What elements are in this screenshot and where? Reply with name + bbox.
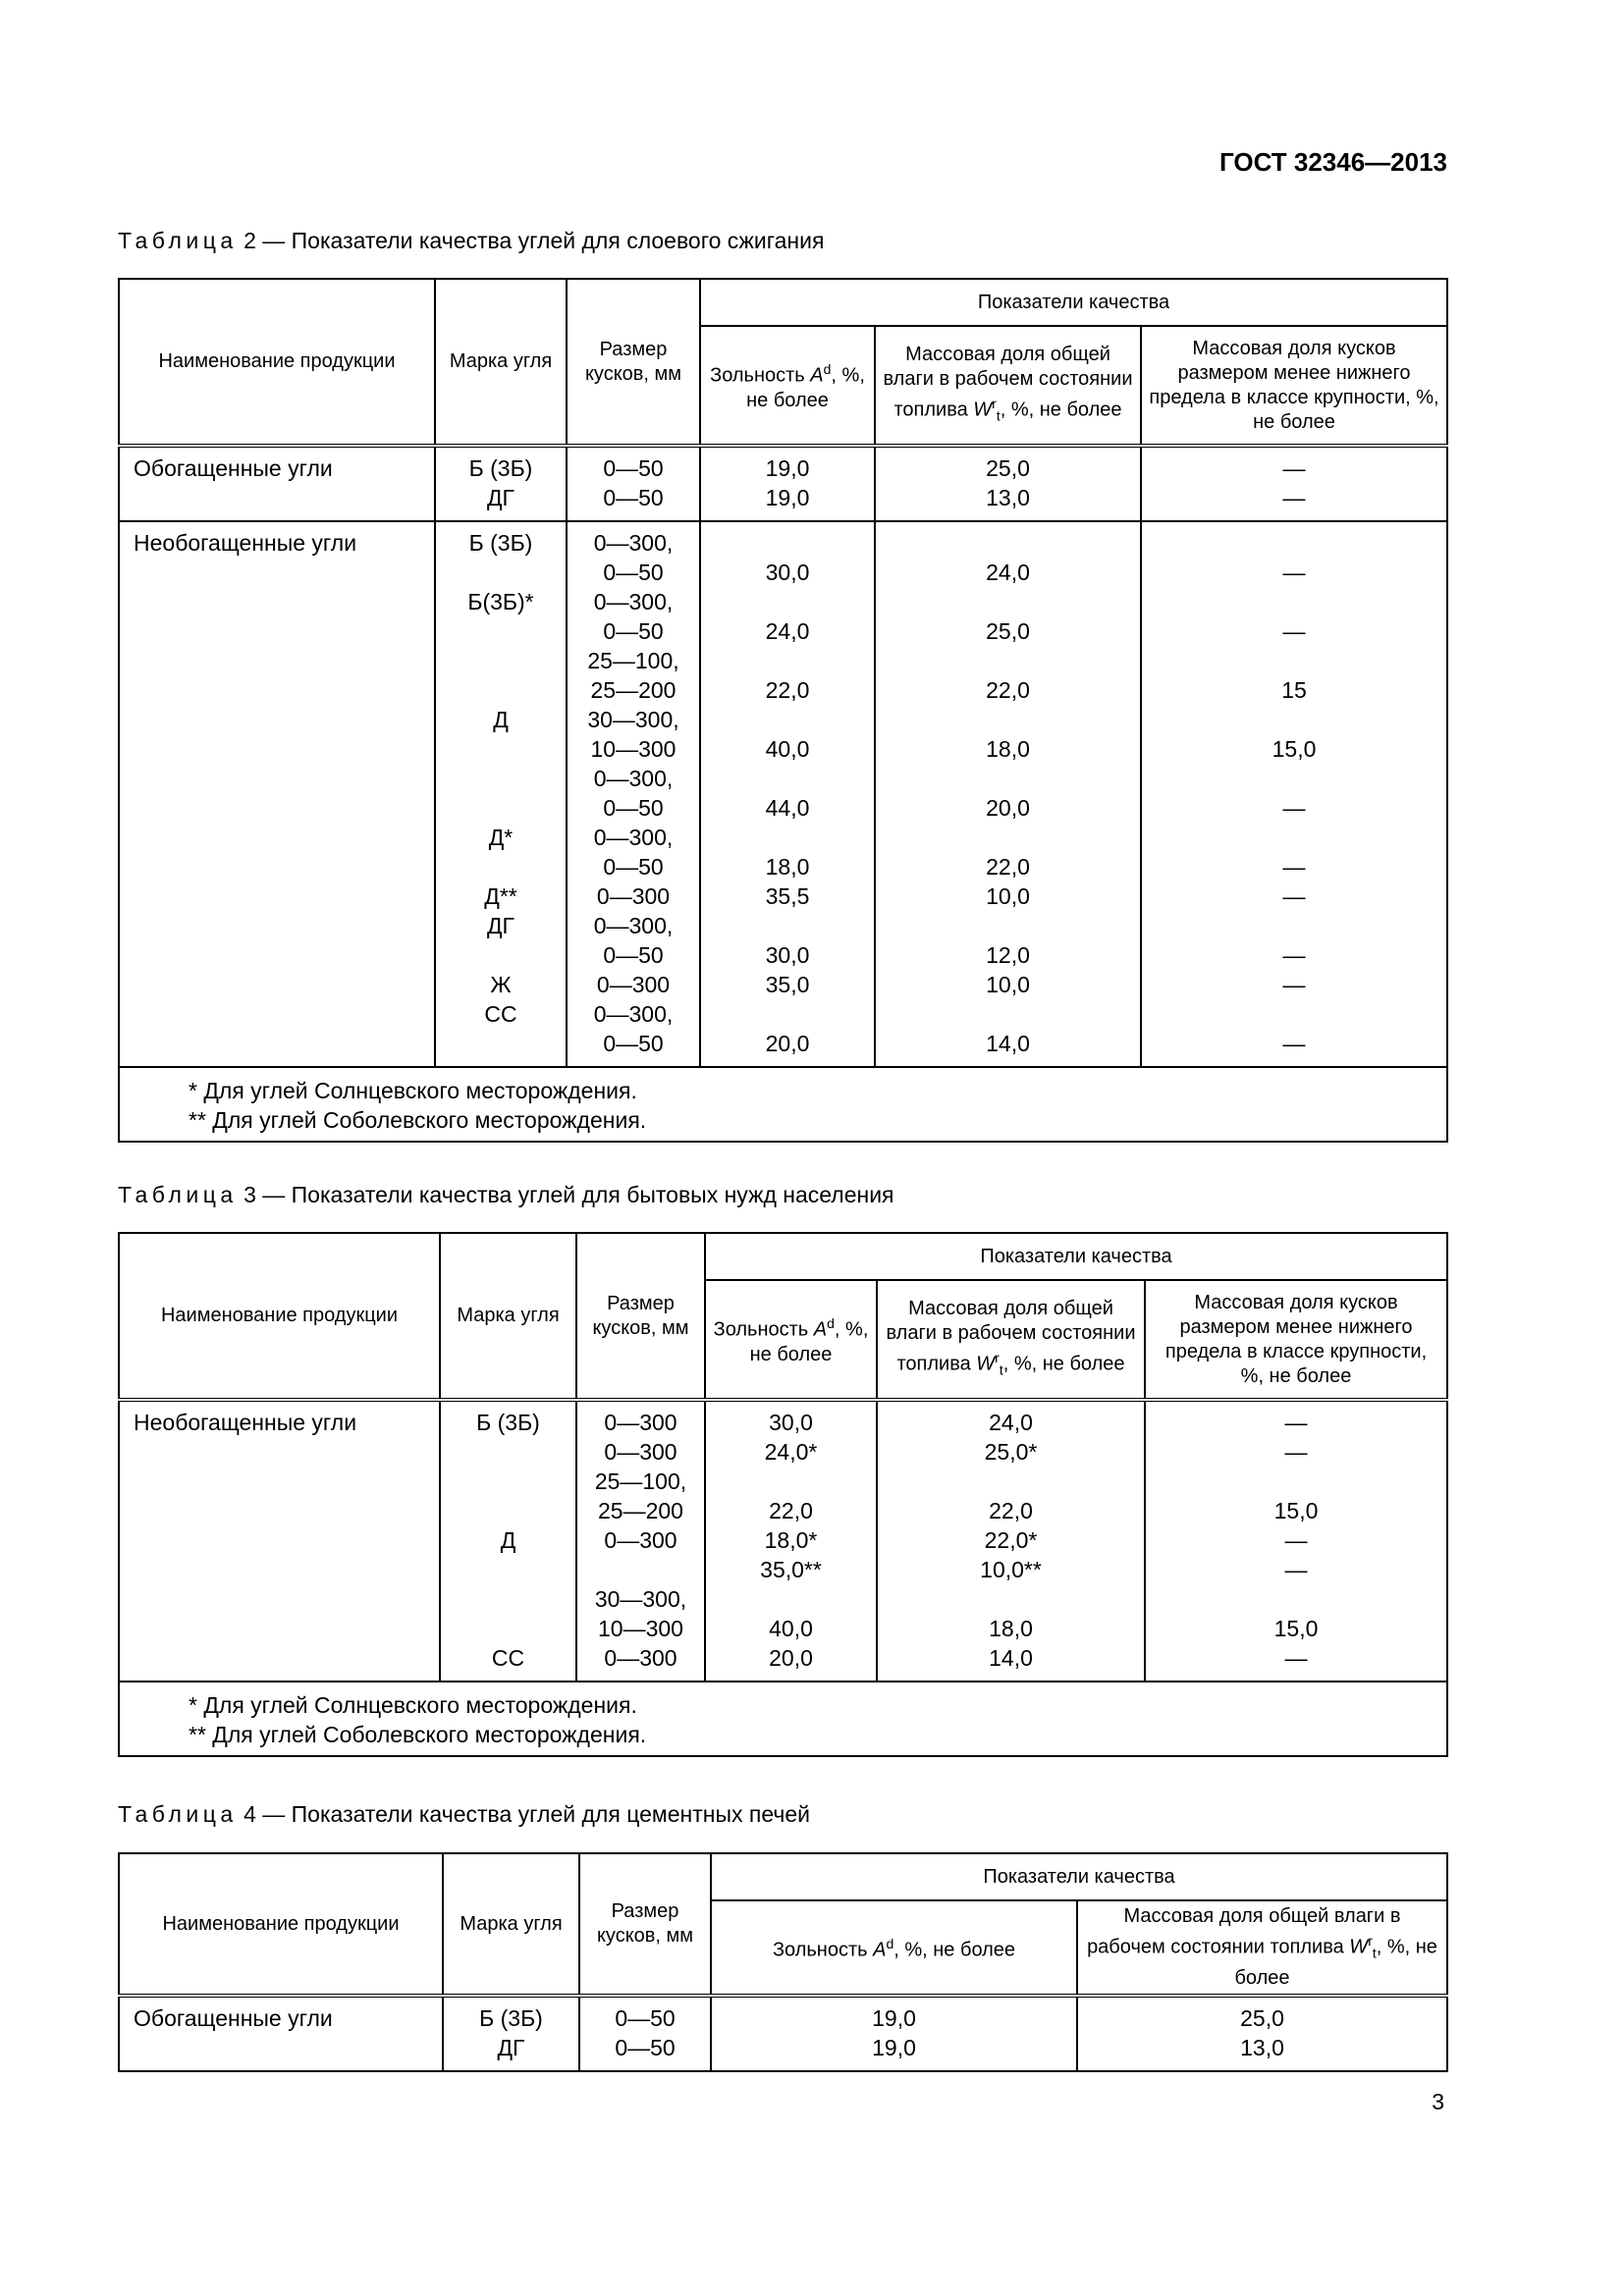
grade-line: ДГ — [486, 913, 515, 938]
grade-line — [436, 646, 566, 675]
name-line — [134, 2033, 442, 2062]
header-quality-group: Показатели качества — [711, 1853, 1447, 1900]
table-group-row — [119, 1996, 1447, 2071]
ash-line — [701, 764, 874, 793]
table-notes-row — [119, 1067, 1447, 1142]
header-fines: Массовая доля кусков размером менее нижнего предела в классе крупности, %, не более — [1141, 326, 1447, 446]
grade-line: Д — [493, 707, 509, 732]
size-line: 0—50 — [615, 2005, 676, 2031]
fines-line — [1146, 1584, 1446, 1614]
fines-line — [1142, 911, 1446, 940]
cell-ash — [711, 1996, 1077, 2071]
ash-line: 24,0* — [764, 1439, 818, 1465]
size-line: 0—300, — [593, 766, 674, 791]
table-2-caption — [118, 228, 824, 254]
moisture-subscript: t — [1372, 1945, 1377, 1961]
ash-line: 20,0 — [765, 1031, 810, 1056]
ash-line: 18,0 — [765, 854, 810, 880]
size-line: 0—300 — [604, 1410, 677, 1435]
size-line: 30—300, — [594, 1586, 687, 1612]
size-line: 25—100, — [587, 648, 679, 673]
name-line — [134, 940, 434, 970]
fines-line: — — [1284, 1527, 1308, 1553]
moisture-line: 22,0* — [984, 1527, 1038, 1553]
cell-size — [579, 1996, 711, 2071]
moisture-unit: , %, не более — [1000, 399, 1122, 421]
fines-line — [1146, 1467, 1446, 1496]
table-4-caption — [118, 1801, 810, 1828]
caption-word: Таблица — [118, 228, 238, 253]
fines-line — [1142, 999, 1446, 1029]
table-group-row — [119, 1400, 1447, 1682]
name-line: Необогащенные угли — [134, 1410, 357, 1435]
name-line — [134, 1525, 439, 1555]
size-line: 0—300 — [604, 1527, 677, 1553]
size-line: 0—300 — [596, 972, 671, 997]
fines-line: — — [1282, 560, 1306, 585]
grade-line — [436, 852, 566, 881]
moisture-line: 24,0 — [989, 1410, 1033, 1435]
document-header: ГОСТ 32346—2013 — [1219, 147, 1447, 177]
cell-ash — [700, 446, 875, 521]
header-product-name: Наименование продукции — [119, 1853, 443, 1996]
ash-line — [706, 1584, 876, 1614]
ash-superscript: d — [886, 1936, 894, 1952]
moisture-line — [876, 999, 1140, 1029]
grade-line — [441, 1496, 575, 1525]
ash-superscript: d — [827, 1315, 835, 1332]
ash-line: 35,0 — [765, 972, 810, 997]
name-line — [134, 1437, 439, 1467]
ash-line — [701, 646, 874, 675]
ash-label: Зольность — [710, 364, 811, 387]
grade-line — [436, 793, 566, 823]
grade-line — [441, 1614, 575, 1643]
ash-symbol: A — [810, 364, 824, 387]
cell-moisture — [877, 1400, 1145, 1682]
cell-name — [119, 1996, 443, 2071]
name-line — [134, 646, 434, 675]
table-3 — [118, 1232, 1448, 1757]
size-line: 25—100, — [594, 1468, 687, 1494]
fines-line: — — [1282, 485, 1306, 510]
cell-grade — [435, 446, 567, 521]
fines-line — [1142, 646, 1446, 675]
ash-line: 24,0 — [765, 618, 810, 644]
moisture-symbol: W — [973, 399, 993, 421]
grade-line — [436, 1029, 566, 1058]
fines-line: — — [1282, 1031, 1306, 1056]
moisture-label: Массовая доля общей влаги в рабочем состоянии топлива — [886, 1297, 1136, 1375]
name-line — [134, 823, 434, 852]
size-line: 0—50 — [603, 795, 664, 821]
fines-line: 15,0 — [1272, 736, 1317, 762]
footnote: ** Для углей Соболевского месторождения. — [189, 1107, 647, 1133]
name-line — [134, 1467, 439, 1496]
grade-line: ДГ — [486, 485, 515, 510]
moisture-line: 25,0* — [984, 1439, 1038, 1465]
ash-line: 18,0* — [764, 1527, 818, 1553]
name-line — [134, 852, 434, 881]
size-line: 30—300, — [587, 707, 679, 732]
grade-line — [441, 1584, 575, 1614]
moisture-subscript: t — [996, 407, 1001, 424]
header-moisture — [877, 1280, 1145, 1400]
header-ash — [711, 1900, 1077, 1996]
header-grade: Марка угля — [440, 1233, 576, 1400]
grade-line: СС — [491, 1645, 525, 1671]
grade-line — [441, 1437, 575, 1467]
table-2 — [118, 278, 1448, 1143]
header-size: Размер кусков, мм — [579, 1853, 711, 1996]
ash-line — [706, 1467, 876, 1496]
size-line: 10—300 — [598, 1616, 683, 1641]
ash-line: 20,0 — [769, 1645, 813, 1671]
name-line — [134, 587, 434, 616]
table-group-row — [119, 446, 1447, 521]
moisture-line: 10,0 — [986, 883, 1030, 909]
ash-symbol: A — [873, 1939, 887, 1961]
moisture-line: 25,0 — [1240, 2005, 1284, 2031]
cell-ash — [700, 521, 875, 1067]
name-line — [134, 1496, 439, 1525]
header-quality-group: Показатели качества — [705, 1233, 1447, 1280]
fines-line: — — [1284, 1439, 1308, 1465]
moisture-superscript: r — [1368, 1933, 1373, 1949]
ash-line: 35,5 — [765, 883, 810, 909]
name-line — [134, 734, 434, 764]
ash-symbol: A — [813, 1318, 828, 1341]
header-size: Размер кусков, мм — [567, 279, 700, 446]
caption-word: Таблица — [118, 1182, 238, 1207]
moisture-line — [876, 528, 1140, 558]
table-4 — [118, 1852, 1448, 2072]
ash-line: 30,0 — [765, 942, 810, 968]
ash-line: 30,0 — [769, 1410, 813, 1435]
grade-line: Б (3Б) — [468, 530, 533, 556]
moisture-line — [876, 646, 1140, 675]
name-line — [134, 705, 434, 734]
size-line: 0—300, — [593, 530, 674, 556]
footnote: ** Для углей Соболевского месторождения. — [189, 1722, 647, 1747]
fines-line: — — [1282, 972, 1306, 997]
grade-line — [436, 764, 566, 793]
fines-line: — — [1282, 455, 1306, 481]
size-line: 0—300, — [593, 1001, 674, 1027]
ash-line: 40,0 — [769, 1616, 813, 1641]
size-line: 0—50 — [603, 560, 664, 585]
moisture-superscript: r — [992, 395, 997, 411]
name-line — [134, 616, 434, 646]
ash-line — [701, 587, 874, 616]
fines-line — [1142, 823, 1446, 852]
header-moisture — [1077, 1900, 1447, 1996]
moisture-line — [876, 764, 1140, 793]
ash-line — [701, 823, 874, 852]
moisture-line: 12,0 — [986, 942, 1030, 968]
ash-line — [701, 528, 874, 558]
size-line: 0—50 — [603, 618, 664, 644]
cell-fines — [1141, 521, 1447, 1067]
fines-line: 15,0 — [1273, 1498, 1319, 1523]
moisture-line — [876, 911, 1140, 940]
grade-line: Б (3Б) — [479, 2005, 543, 2031]
ash-line: 19,0 — [765, 485, 810, 510]
header-quality-group: Показатели качества — [700, 279, 1447, 326]
cell-name — [119, 446, 435, 521]
size-line: 0—50 — [603, 942, 664, 968]
table-notes — [119, 1682, 1447, 1756]
size-line: 0—50 — [603, 1031, 664, 1056]
ash-line: 19,0 — [872, 2035, 916, 2060]
moisture-line: 24,0 — [986, 560, 1030, 585]
grade-line: Б(3Б)* — [467, 589, 534, 614]
ash-line — [701, 911, 874, 940]
moisture-line: 22,0 — [986, 854, 1030, 880]
moisture-line: 13,0 — [986, 485, 1030, 510]
moisture-line: 14,0 — [989, 1645, 1033, 1671]
header-grade: Марка угля — [443, 1853, 579, 1996]
cell-ash — [705, 1400, 877, 1682]
name-line — [134, 881, 434, 911]
fines-line — [1142, 705, 1446, 734]
ash-label: Зольность — [713, 1318, 814, 1341]
moisture-line — [878, 1584, 1144, 1614]
name-line — [134, 1029, 434, 1058]
cell-size — [567, 446, 700, 521]
cell-moisture — [1077, 1996, 1447, 2071]
grade-line: Б (3Б) — [476, 1410, 540, 1435]
size-line: 0—50 — [615, 2035, 676, 2060]
moisture-line: 13,0 — [1240, 2035, 1284, 2060]
moisture-line — [878, 1467, 1144, 1496]
size-line: 0—50 — [603, 485, 664, 510]
fines-line: — — [1282, 883, 1306, 909]
name-line — [134, 793, 434, 823]
caption-text: 3 — Показатели качества углей для бытовых нужд населения — [244, 1182, 894, 1207]
cell-name — [119, 521, 435, 1067]
ash-line: 30,0 — [765, 560, 810, 585]
ash-line: 40,0 — [765, 736, 810, 762]
grade-line: СС — [484, 1001, 517, 1027]
moisture-line: 18,0 — [989, 1616, 1033, 1641]
ash-superscript: d — [823, 361, 832, 378]
header-product-name: Наименование продукции — [119, 279, 435, 446]
size-line: 0—300 — [596, 883, 671, 909]
grade-line: Ж — [490, 972, 512, 997]
moisture-line: 22,0 — [989, 1498, 1033, 1523]
cell-fines — [1141, 446, 1447, 521]
grade-line: Д** — [484, 883, 517, 909]
ash-line: 44,0 — [765, 795, 810, 821]
size-line: 10—300 — [590, 736, 677, 762]
size-line: 0—300 — [604, 1439, 677, 1465]
fines-line: — — [1282, 618, 1306, 644]
table-notes-row — [119, 1682, 1447, 1756]
size-line — [577, 1555, 704, 1584]
name-line: Обогащенные угли — [134, 2005, 333, 2031]
fines-line — [1142, 764, 1446, 793]
moisture-line: 14,0 — [986, 1031, 1030, 1056]
caption-text: 2 — Показатели качества углей для слоевого сжигания — [244, 228, 825, 253]
moisture-symbol: W — [1349, 1936, 1369, 1958]
size-line: 0—300, — [593, 825, 674, 850]
grade-line — [436, 675, 566, 705]
name-line — [134, 999, 434, 1029]
name-line — [134, 675, 434, 705]
fines-line: — — [1284, 1557, 1308, 1582]
name-line — [134, 970, 434, 999]
name-line: Необогащенные угли — [134, 530, 357, 556]
fines-line: — — [1284, 1645, 1308, 1671]
cell-size — [567, 521, 700, 1067]
moisture-line: 22,0 — [986, 677, 1030, 703]
grade-line: ДГ — [497, 2035, 525, 2060]
cell-moisture — [875, 521, 1141, 1067]
cell-size — [576, 1400, 705, 1682]
name-line — [134, 1584, 439, 1614]
fines-line: — — [1282, 795, 1306, 821]
ash-line: 19,0 — [765, 455, 810, 481]
grade-line — [441, 1467, 575, 1496]
ash-unit: , %, не более — [749, 1318, 869, 1365]
cell-grade — [440, 1400, 576, 1682]
moisture-line: 10,0** — [980, 1557, 1042, 1582]
moisture-superscript: r — [995, 1349, 1000, 1365]
moisture-line — [876, 823, 1140, 852]
fines-line — [1142, 587, 1446, 616]
name-line — [134, 1555, 439, 1584]
ash-line — [701, 999, 874, 1029]
moisture-label: Массовая доля общей влаги в рабочем состоянии топлива — [1087, 1905, 1401, 1958]
table-group-row — [119, 521, 1447, 1067]
moisture-label: Массовая доля общей влаги в рабочем состоянии топлива — [883, 343, 1133, 421]
grade-line: Д* — [488, 825, 514, 850]
header-moisture — [875, 326, 1141, 446]
caption-text: 4 — Показатели качества углей для цементных печей — [244, 1801, 810, 1827]
ash-unit: , %, не более — [746, 364, 865, 411]
grade-line: Д — [500, 1527, 516, 1553]
header-size: Размер кусков, мм — [576, 1233, 705, 1400]
size-line: 0—300 — [604, 1645, 677, 1671]
fines-line — [1142, 528, 1446, 558]
header-ash — [705, 1280, 877, 1400]
cell-fines — [1145, 1400, 1447, 1682]
size-line: 0—50 — [603, 854, 664, 880]
cell-grade — [443, 1996, 579, 2071]
ash-line: 19,0 — [872, 2005, 916, 2031]
header-grade: Марка угля — [435, 279, 567, 446]
name-line: Обогащенные угли — [134, 455, 333, 481]
fines-line: — — [1282, 942, 1306, 968]
moisture-line: 25,0 — [986, 455, 1030, 481]
ash-line: 22,0 — [765, 677, 810, 703]
table-3-caption — [118, 1182, 894, 1208]
size-line: 25—200 — [598, 1498, 683, 1523]
cell-name — [119, 1400, 440, 1682]
fines-line: 15,0 — [1273, 1616, 1319, 1641]
moisture-line — [876, 587, 1140, 616]
footnote: * Для углей Солнцевского месторождения. — [189, 1692, 637, 1718]
name-line — [134, 764, 434, 793]
grade-line — [441, 1555, 575, 1584]
header-ash — [700, 326, 875, 446]
size-line: 0—50 — [603, 455, 664, 481]
cell-moisture — [875, 446, 1141, 521]
size-line: 0—300, — [593, 913, 674, 938]
name-line — [134, 1643, 439, 1673]
footnote: * Для углей Солнцевского месторождения. — [189, 1078, 637, 1103]
moisture-unit: , %, не более — [1002, 1353, 1125, 1375]
grade-line — [436, 940, 566, 970]
ash-line — [701, 705, 874, 734]
header-fines: Массовая доля кусков размером менее нижнего предела в классе крупности, %, не более — [1145, 1280, 1447, 1400]
fines-line: — — [1282, 854, 1306, 880]
moisture-line: 18,0 — [986, 736, 1030, 762]
ash-line: 22,0 — [769, 1498, 813, 1523]
name-line — [134, 483, 434, 512]
moisture-unit: , %, не более — [1234, 1936, 1437, 1989]
moisture-line: 10,0 — [986, 972, 1030, 997]
grade-line — [436, 616, 566, 646]
caption-word: Таблица — [118, 1801, 238, 1827]
ash-label: Зольность — [772, 1939, 874, 1961]
fines-line: 15 — [1281, 677, 1307, 703]
ash-line: 35,0** — [760, 1557, 822, 1582]
size-line: 0—300, — [593, 589, 674, 614]
moisture-line: 20,0 — [986, 795, 1030, 821]
name-line — [134, 558, 434, 587]
name-line — [134, 911, 434, 940]
page-number: 3 — [1432, 2089, 1444, 2114]
moisture-line: 25,0 — [986, 618, 1030, 644]
fines-line: — — [1284, 1410, 1308, 1435]
table-notes — [119, 1067, 1447, 1142]
moisture-line — [876, 705, 1140, 734]
moisture-subscript: t — [999, 1362, 1003, 1378]
moisture-symbol: W — [976, 1353, 996, 1375]
header-product-name: Наименование продукции — [119, 1233, 440, 1400]
size-line: 25—200 — [590, 677, 677, 703]
grade-line — [436, 734, 566, 764]
name-line — [134, 1614, 439, 1643]
grade-line: Б (3Б) — [468, 455, 533, 481]
grade-line — [436, 558, 566, 587]
cell-grade — [435, 521, 567, 1067]
ash-unit: , %, не более — [893, 1939, 1016, 1961]
